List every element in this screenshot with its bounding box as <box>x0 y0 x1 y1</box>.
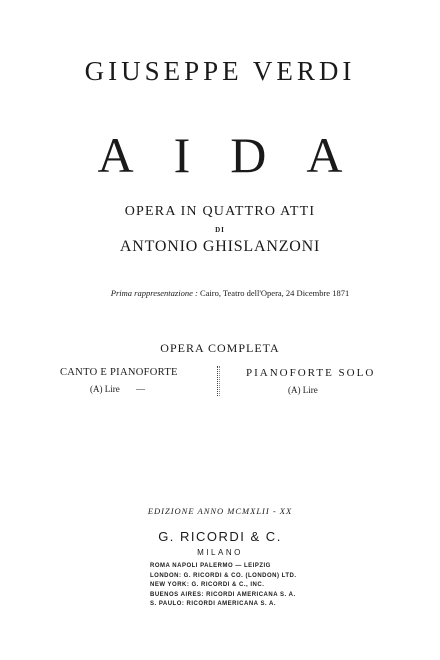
branch-line: S. PAULO: RICORDI AMERICANA S. A. <box>150 601 277 608</box>
edition-canto-price-blank: — <box>135 384 145 394</box>
edition-piano <box>246 367 375 395</box>
composer-name: GIUSEPPE VERDI <box>84 56 356 86</box>
publisher-name: G. RICORDI & C. <box>158 529 282 544</box>
premiere-line <box>10 288 440 298</box>
edition-canto <box>60 367 178 394</box>
edition-year: EDIZIONE ANNO MCMXLII - XX <box>147 506 293 516</box>
edition-canto-title: CANTO E PIANOFORTE <box>60 367 178 378</box>
column-divider <box>219 366 221 396</box>
branch-line: ROMA NAPOLI PALERMO — LEIPZIG <box>150 563 271 569</box>
edition-piano-title: PIANOFORTE SOLO <box>246 367 376 379</box>
branch-line: NEW YORK: G. RICORDI & C., INC. <box>150 582 265 589</box>
by-word: DI <box>215 226 225 234</box>
opera-title <box>0 126 440 184</box>
librettist-name: ANTONIO GHISLANZONI <box>119 238 321 255</box>
publisher-city: MILANO <box>197 548 243 557</box>
branch-line: BUENOS AIRES: RICORDI AMERICANA S. A. <box>150 591 296 598</box>
opera-subtitle: OPERA IN QUATTRO ATTI <box>124 204 316 219</box>
title-letter: A <box>306 127 343 183</box>
edition-piano-price: (A) Lire <box>288 385 318 395</box>
title-letter: I <box>173 127 191 183</box>
branch-line: LONDON: G. RICORDI & CO. (LONDON) LTD. <box>150 572 297 579</box>
opera-completa-heading: OPERA COMPLETA <box>160 341 280 355</box>
edition-canto-price-label: (A) Lire <box>90 384 120 394</box>
edition-canto-price <box>90 384 178 394</box>
title-letter: A <box>97 127 134 183</box>
branch-list <box>150 562 297 610</box>
title-letter: D <box>230 127 267 183</box>
premiere-label: Prima rappresentazione : <box>110 288 198 298</box>
premiere-text: Cairo, Teatro dell'Opera, 24 Dicembre 1871 <box>199 288 350 298</box>
